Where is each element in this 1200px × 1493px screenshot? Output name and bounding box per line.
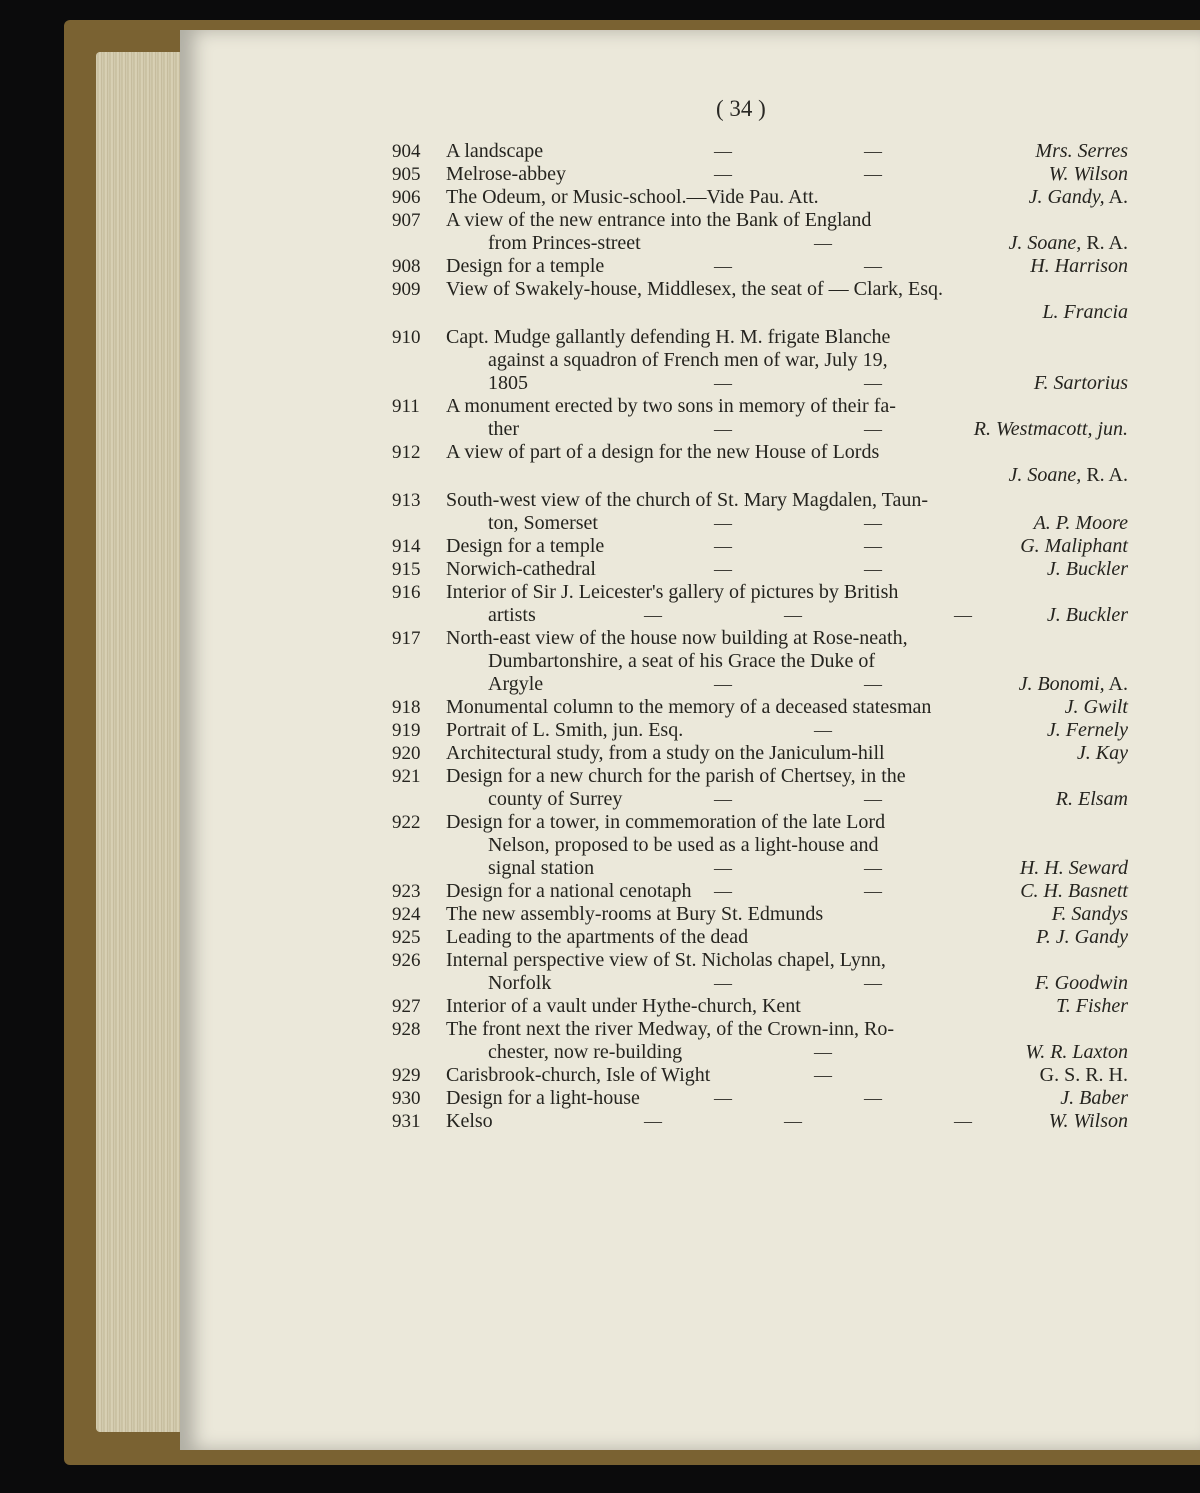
catalogue-entry <box>392 696 1128 719</box>
page-edges <box>96 52 182 1432</box>
leader-dash: — <box>864 256 882 276</box>
entry-line <box>392 395 1128 418</box>
entry-line <box>392 535 1128 558</box>
entry-number: 915 <box>392 559 421 580</box>
entry-title: from Princes-street <box>488 232 641 254</box>
entry-number: 928 <box>392 1019 421 1040</box>
artist-name <box>1049 163 1128 186</box>
artist-name <box>1056 788 1128 811</box>
leader-dash: — <box>714 141 732 161</box>
catalogue-entry <box>392 441 1128 489</box>
artist-name <box>1052 903 1128 926</box>
entry-title: Design for a national cenotaph <box>446 880 692 902</box>
leader-dash: — <box>864 536 882 556</box>
artist-name-text: J. Gwilt <box>1064 696 1128 718</box>
entry-line <box>392 857 1128 880</box>
artist-name-text: A. P. Moore <box>1033 512 1128 534</box>
catalogue-entry <box>392 903 1128 926</box>
catalogue-entry <box>392 949 1128 995</box>
artist-name-text: J. Soane, <box>1008 232 1082 254</box>
entry-title: The new assembly-rooms at Bury St. Edmunds <box>446 903 824 925</box>
entry-number: 912 <box>392 442 421 463</box>
entry-line <box>392 372 1128 395</box>
catalogue-entry <box>392 1018 1128 1064</box>
entry-title: Nelson, proposed to be used as a light-house and <box>488 834 879 856</box>
entry-title: Monumental column to the memory of a deceased statesman <box>446 696 932 718</box>
artist-name-text: F. Goodwin <box>1035 972 1128 994</box>
leader-dash: — <box>714 881 732 901</box>
entry-line <box>392 765 1128 788</box>
entry-title: The Odeum, or Music-school.—Vide Pau. Att. <box>446 186 819 208</box>
artist-name <box>1047 558 1128 581</box>
entry-title: Kelso <box>446 1110 493 1132</box>
catalogue-entry <box>392 489 1128 535</box>
entry-line <box>392 903 1128 926</box>
entry-title: Leading to the apartments of the dead <box>446 926 749 948</box>
artist-name-text: R. Elsam <box>1055 788 1128 810</box>
catalogue-entry <box>392 719 1128 742</box>
entry-title: chester, now re-building <box>488 1041 683 1063</box>
artist-name <box>1047 604 1128 627</box>
entry-line <box>392 418 1128 441</box>
entry-number: 914 <box>392 536 421 557</box>
catalogue-entry <box>392 765 1128 811</box>
artist-name-text: T. Fisher <box>1056 995 1128 1017</box>
entry-line <box>392 1064 1128 1087</box>
entry-number: 921 <box>392 766 421 787</box>
artist-name <box>1047 719 1128 742</box>
artist-name-text: L. Francia <box>1042 301 1128 323</box>
leader-dash: — <box>814 1042 832 1062</box>
catalogue-entry <box>392 326 1128 395</box>
artist-name <box>1035 972 1128 995</box>
entry-number: 927 <box>392 996 421 1017</box>
artist-name-text: C. H. Basnett <box>1020 880 1128 902</box>
leader-dash: — <box>864 1088 882 1108</box>
entry-title: Internal perspective view of St. Nicholas chapel, Lynn, <box>446 949 886 971</box>
entry-line <box>392 209 1128 232</box>
entry-line <box>392 140 1128 163</box>
entry-number: 910 <box>392 327 421 348</box>
artist-name <box>1049 1110 1128 1133</box>
entry-title: Design for a new church for the parish of Chertsey, in the <box>446 765 906 787</box>
artist-name-text: G. S. R. H. <box>1039 1064 1128 1086</box>
entry-title: against a squadron of French men of war, July 19, <box>488 349 888 371</box>
leader-dash: — <box>864 513 882 533</box>
entry-line <box>392 834 1128 857</box>
entry-title: Interior of Sir J. Leicester's gallery of pictures by British <box>446 581 899 603</box>
entry-number: 917 <box>392 628 421 649</box>
catalogue-entry <box>392 880 1128 903</box>
leader-dash: — <box>864 881 882 901</box>
entry-number: 930 <box>392 1088 421 1109</box>
entry-number: 911 <box>392 396 420 417</box>
leader-dash: — <box>814 720 832 740</box>
catalogue-entry <box>392 186 1128 209</box>
leader-dash: — <box>784 1111 802 1131</box>
catalogue-entry <box>392 163 1128 186</box>
entry-title: Design for a temple <box>446 535 605 557</box>
entry-title: North-east view of the house now building at Rose-neath, <box>446 627 908 649</box>
artist-name <box>1040 1064 1128 1087</box>
artist-name <box>1025 1041 1128 1064</box>
entry-title: A landscape <box>446 140 544 162</box>
entry-number: 908 <box>392 256 421 277</box>
catalogue-entry <box>392 995 1128 1018</box>
entry-title: Melrose-abbey <box>446 163 566 185</box>
leader-dash: — <box>714 973 732 993</box>
entry-number: 909 <box>392 279 421 300</box>
entry-title: Norwich-cathedral <box>446 558 596 580</box>
leader-dash: — <box>954 1111 972 1131</box>
leader-dash: — <box>714 674 732 694</box>
catalogue-entry <box>392 1110 1128 1133</box>
leader-dash: — <box>714 164 732 184</box>
artist-name-text: W. Wilson <box>1048 163 1128 185</box>
artist-honorific: R. A. <box>1081 464 1128 486</box>
entry-title: A view of part of a design for the new House of Lords <box>446 441 880 463</box>
artist-honorific: A. <box>1104 673 1128 695</box>
entry-line <box>392 949 1128 972</box>
catalogue-entry <box>392 926 1128 949</box>
entry-number: 924 <box>392 904 421 925</box>
entry-line <box>392 627 1128 650</box>
artist-name-text: J. Baber <box>1060 1087 1128 1109</box>
artist-name <box>974 418 1128 441</box>
entry-line <box>392 995 1128 1018</box>
leader-dash: — <box>954 605 972 625</box>
artist-name <box>1009 232 1128 255</box>
leader-dash: — <box>714 536 732 556</box>
artist-name-text: J. Kay <box>1076 742 1128 764</box>
entry-line <box>392 489 1128 512</box>
entry-title: Architectural study, from a study on the Janiculum-hill <box>446 742 885 764</box>
artist-honorific: R. A. <box>1081 232 1128 254</box>
entry-title: Design for a light-house <box>446 1087 640 1109</box>
catalogue-entry <box>392 1087 1128 1110</box>
leader-dash: — <box>864 164 882 184</box>
entry-line <box>392 558 1128 581</box>
leader-dash: — <box>784 605 802 625</box>
entry-line <box>392 696 1128 719</box>
entry-number: 929 <box>392 1065 421 1086</box>
entry-number: 922 <box>392 812 421 833</box>
entry-line <box>392 811 1128 834</box>
catalogue-entry <box>392 1064 1128 1087</box>
catalogue-entry <box>392 209 1128 255</box>
entry-title: A view of the new entrance into the Bank of England <box>446 209 872 231</box>
entry-title: Dumbartonshire, a seat of his Grace the Duke of <box>488 650 876 672</box>
leader-dash: — <box>864 789 882 809</box>
catalogue-entry <box>392 742 1128 765</box>
artist-name-text: W. Wilson <box>1048 1110 1128 1132</box>
catalogue-entry <box>392 627 1128 696</box>
artist-name <box>1036 926 1128 949</box>
entry-title: Design for a tower, in commemoration of the late Lord <box>446 811 886 833</box>
catalogue-entry <box>392 395 1128 441</box>
entry-line <box>392 1018 1128 1041</box>
artist-name <box>1056 995 1128 1018</box>
entry-line <box>392 604 1128 627</box>
artist-name <box>1065 696 1128 719</box>
leader-dash: — <box>814 1065 832 1085</box>
artist-name <box>1020 880 1128 903</box>
artist-name-text: J. Gandy, <box>1028 186 1105 208</box>
entry-title: Design for a temple <box>446 255 605 277</box>
entry-line <box>392 650 1128 673</box>
entry-title: 1805 <box>488 372 528 394</box>
entry-line <box>392 742 1128 765</box>
entry-number: 913 <box>392 490 421 511</box>
entry-line <box>392 926 1128 949</box>
leader-dash: — <box>864 419 882 439</box>
artist-name-text: F. Sartorius <box>1033 372 1128 394</box>
entry-title: artists <box>488 604 536 626</box>
leader-dash: — <box>714 513 732 533</box>
entry-number: 919 <box>392 720 421 741</box>
catalogue-entry <box>392 278 1128 326</box>
entry-title: ton, Somerset <box>488 512 598 534</box>
leader-dash: — <box>814 233 832 253</box>
entry-number: 918 <box>392 697 421 718</box>
leader-dash: — <box>864 858 882 878</box>
entry-title: Argyle <box>488 673 544 695</box>
entry-line <box>392 163 1128 186</box>
entry-line <box>392 232 1128 255</box>
entry-title: Norfolk <box>488 972 552 994</box>
artist-name-text: J. Bonomi, <box>1018 673 1105 695</box>
leader-dash: — <box>864 141 882 161</box>
leader-dash: — <box>714 789 732 809</box>
catalogue-entry <box>392 255 1128 278</box>
leader-dash: — <box>714 1088 732 1108</box>
entry-line <box>392 349 1128 372</box>
artist-name <box>1029 186 1128 209</box>
artist-name-text: H. H. Seward <box>1019 857 1128 879</box>
entry-number: 904 <box>392 141 421 162</box>
artist-name <box>1042 301 1128 324</box>
entry-title: A monument erected by two sons in memory of their fa- <box>446 395 896 417</box>
entry-number: 931 <box>392 1111 421 1132</box>
catalogue-entry <box>392 140 1128 163</box>
artist-name <box>1030 255 1128 278</box>
artist-name <box>1034 512 1128 535</box>
entry-line <box>392 441 1128 464</box>
entry-line <box>392 512 1128 535</box>
leader-dash: — <box>644 1111 662 1131</box>
entry-title: Interior of a vault under Hythe-church, Kent <box>446 995 801 1017</box>
entry-line <box>392 673 1128 696</box>
entry-title: signal station <box>488 857 595 879</box>
entry-number: 926 <box>392 950 421 971</box>
entry-number: 907 <box>392 210 421 231</box>
artist-name-text: G. Maliphant <box>1020 535 1128 557</box>
artist-name <box>1020 535 1128 558</box>
page-number: ( 34 ) <box>716 96 766 121</box>
artist-name <box>1035 140 1128 163</box>
entry-title: Portrait of L. Smith, jun. Esq. <box>446 719 684 741</box>
catalogue-entry <box>392 558 1128 581</box>
artist-name-text: J. Buckler <box>1046 558 1128 580</box>
entry-number: 920 <box>392 743 421 764</box>
artist-name-text: J. Fernely <box>1046 719 1128 741</box>
entry-title: The front next the river Medway, of the Crown-inn, Ro- <box>446 1018 895 1040</box>
entry-line <box>392 255 1128 278</box>
entry-line <box>392 788 1128 811</box>
leader-dash: — <box>864 559 882 579</box>
leader-dash: — <box>714 559 732 579</box>
entry-line <box>392 1087 1128 1110</box>
catalogue-entries <box>392 140 1128 1133</box>
entry-title: Capt. Mudge gallantly defending H. M. frigate Blanche <box>446 326 891 348</box>
entry-line <box>392 880 1128 903</box>
artist-name-text: P. J. Gandy <box>1036 926 1128 948</box>
artist-name <box>1020 857 1128 880</box>
entry-title: Carisbrook-church, Isle of Wight <box>446 1064 711 1086</box>
entry-artist-line <box>392 301 1128 326</box>
entry-title: South-west view of the church of St. Mary Magdalen, Taun- <box>446 489 929 511</box>
leader-dash: — <box>864 674 882 694</box>
entry-line <box>392 581 1128 604</box>
entry-number: 905 <box>392 164 421 185</box>
artist-name <box>1034 372 1128 395</box>
leader-dash: — <box>714 256 732 276</box>
entry-line <box>392 186 1128 209</box>
entry-line <box>392 278 1128 301</box>
entry-title: View of Swakely-house, Middlesex, the seat of — Clark, Esq. <box>446 278 944 300</box>
artist-name-text: F. Sandys <box>1051 903 1128 925</box>
artist-name-text: J. Soane, <box>1008 464 1082 486</box>
entry-line <box>392 326 1128 349</box>
artist-name <box>1077 742 1128 765</box>
artist-name-text: Mrs. Serres <box>1035 140 1128 162</box>
catalogue-entry <box>392 811 1128 880</box>
artist-name <box>1060 1087 1128 1110</box>
artist-name <box>1019 673 1128 696</box>
entry-artist-line <box>392 464 1128 489</box>
artist-name-text: R. Westmacott, jun. <box>973 418 1128 440</box>
entry-line <box>392 972 1128 995</box>
leader-dash: — <box>714 373 732 393</box>
entry-number: 906 <box>392 187 421 208</box>
artist-name-text: J. Buckler <box>1046 604 1128 626</box>
entry-line <box>392 1110 1128 1133</box>
entry-number: 916 <box>392 582 421 603</box>
artist-name-text: H. Harrison <box>1030 255 1128 277</box>
leader-dash: — <box>714 858 732 878</box>
leader-dash: — <box>644 605 662 625</box>
catalogue-entry <box>392 581 1128 627</box>
leader-dash: — <box>864 373 882 393</box>
entry-title: county of Surrey <box>488 788 623 810</box>
artist-name-text: W. R. Laxton <box>1025 1041 1128 1063</box>
leader-dash: — <box>864 973 882 993</box>
artist-honorific: A. <box>1104 186 1128 208</box>
entry-number: 923 <box>392 881 421 902</box>
entry-title: ther <box>488 418 520 440</box>
entry-line <box>392 719 1128 742</box>
artist-name <box>1009 464 1128 487</box>
leader-dash: — <box>714 419 732 439</box>
entry-line <box>392 1041 1128 1064</box>
entry-number: 925 <box>392 927 421 948</box>
catalogue-entry <box>392 535 1128 558</box>
